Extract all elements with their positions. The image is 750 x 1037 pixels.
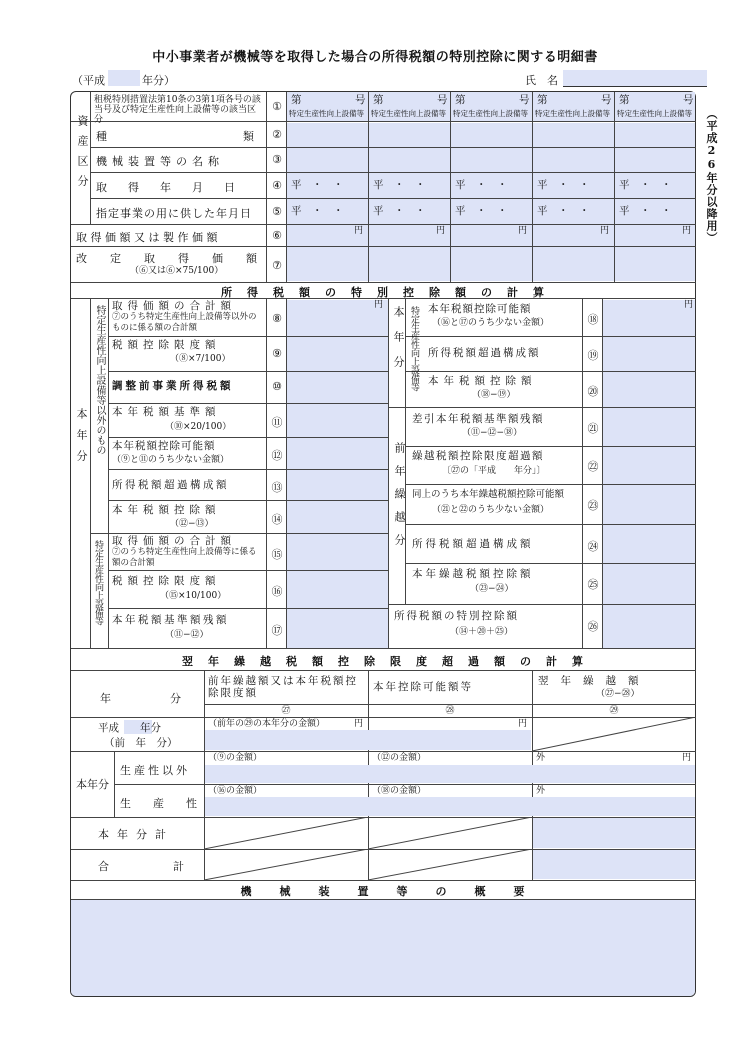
- side-note: （平成26年分以降用）: [705, 108, 718, 244]
- unit-yen: 円: [354, 719, 364, 729]
- unit-yen: 円: [374, 300, 384, 310]
- lr15-sub: ⑦のうち特定生産性向上設備等に係る額の合計額: [112, 547, 257, 568]
- note-18: （⑱の金額）: [372, 786, 427, 796]
- col-c: 翌年繰越額: [538, 675, 651, 687]
- year-label-right: 年分）: [142, 74, 175, 87]
- lr11-label: 本年税額基準額: [112, 406, 221, 418]
- row-num-2: ②: [272, 128, 282, 141]
- col4-sub: 特定生産性向上設備等: [535, 109, 610, 118]
- date-prefix: 平 ・ ・: [291, 205, 344, 217]
- col-year: 年 分: [100, 692, 184, 705]
- left-values[interactable]: [287, 300, 388, 648]
- col2-go: 号: [437, 94, 448, 106]
- col1-go: 号: [355, 94, 366, 106]
- name-label: 氏 名: [525, 74, 558, 87]
- row-revised-label: 改 定 取 得 価 額: [76, 252, 263, 265]
- unit-yen: 円: [518, 719, 528, 729]
- rr21-label: 差引本年税額基準額残額: [412, 413, 544, 425]
- col2-dai: 第: [373, 94, 384, 106]
- lr17-sub: （⑪−⑫）: [165, 630, 209, 640]
- outside-label: 外: [536, 786, 546, 796]
- left-non-prod: 特定生産性向上設備等以外のもの: [94, 305, 105, 455]
- lr12-sub: （⑨と⑪のうち少ない金額）: [112, 455, 230, 465]
- lr14-label: 本年税額控除額: [112, 504, 221, 516]
- num-17: ⑰: [271, 624, 283, 637]
- rr22-label: 繰越税額控除限度超過額: [412, 450, 544, 462]
- row-use-date-label: 指定事業の用に供した年月日: [96, 207, 252, 220]
- right-carryover: 前年繰越分: [393, 442, 406, 557]
- prev-year-note: （前年の㉙の本年分の金額）: [208, 719, 326, 729]
- left-prod: 特定生産性向上設備等: [93, 540, 103, 625]
- diagonal-slash: [204, 849, 532, 880]
- num-26: ㉖: [587, 620, 599, 633]
- date-prefix: 平 ・ ・: [619, 179, 672, 191]
- lr13-label: 所得税額超過構成額: [112, 479, 229, 491]
- col3-dai: 第: [455, 94, 466, 106]
- nonprod-values[interactable]: [205, 765, 695, 783]
- num-22: ㉒: [587, 460, 599, 473]
- num-13: ⑬: [271, 481, 283, 494]
- row-num-1: ①: [272, 100, 282, 113]
- date-prefix: 平 ・ ・: [537, 205, 590, 217]
- col4-dai: 第: [537, 94, 548, 106]
- prev-year-label: 平成 年分: [98, 722, 161, 734]
- rr20-label: 本年税額控除額: [428, 375, 537, 387]
- rr20-sub: （⑱−⑲）: [472, 390, 516, 400]
- num-20: ⑳: [587, 385, 599, 398]
- col5-dai: 第: [619, 94, 630, 106]
- right-this-year: 本年分: [392, 306, 405, 381]
- unit-yen: 円: [518, 226, 528, 236]
- date-prefix: 平 ・ ・: [373, 179, 426, 191]
- row-revised-sub: （⑥又は⑥×75/100）: [130, 266, 224, 276]
- num-12: ⑫: [271, 449, 283, 462]
- note-16: （⑯の金額）: [208, 786, 263, 796]
- date-prefix: 平 ・ ・: [537, 179, 590, 191]
- left-this-year: 本年分: [75, 408, 88, 471]
- article-note: 租税特別措置法第10条の3第1項各号の該当号及び特定生産性向上設備等の該当区分: [94, 95, 261, 125]
- lr8-label: 取得価額の合計額: [112, 300, 236, 312]
- col-c-sub: （㉗−㉘）: [596, 689, 640, 699]
- num-18: ⑱: [587, 313, 599, 326]
- form-title: 中小事業者が機械等を取得した場合の所得税額の特別控除に関する明細書: [152, 50, 598, 65]
- lr16-label: 税額控除限度額: [112, 575, 221, 587]
- total-label: 合 計: [98, 860, 188, 873]
- lr10-label: 調整前事業所得税額: [112, 380, 234, 392]
- prod-label: 生 産 性: [120, 797, 197, 810]
- asset-category-label: 資産区分: [76, 115, 89, 195]
- lr14-sub: （⑫−⑬）: [170, 519, 214, 529]
- note-12: （⑫の金額）: [372, 753, 427, 763]
- section3-heading: 翌 年 繰 越 税 額 控 除 限 度 超 過 額 の 計 算: [182, 655, 585, 668]
- year-label-left: （平成: [72, 74, 105, 87]
- num-11: ⑪: [271, 416, 283, 429]
- num-9: ⑨: [272, 347, 282, 360]
- col-a: 前年繰越額又は本年税額控除限度額: [208, 675, 358, 699]
- num-23: ㉓: [587, 499, 599, 512]
- unit-yen: 円: [682, 226, 692, 236]
- row-num-3: ③: [272, 153, 282, 166]
- col3-go: 号: [519, 94, 530, 106]
- num-27: ㉗: [281, 706, 291, 716]
- machine-overview-input[interactable]: [71, 900, 695, 996]
- total-value[interactable]: [533, 850, 695, 879]
- right-values[interactable]: [603, 300, 695, 648]
- section2-heading: 所 得 税 額 の 特 別 控 除 額 の 計 算: [221, 286, 546, 299]
- prod-values[interactable]: [205, 797, 695, 816]
- row-kind-label: 種 類: [96, 130, 264, 143]
- date-prefix: 平 ・ ・: [455, 205, 508, 217]
- date-prefix: 平 ・ ・: [619, 205, 672, 217]
- lr8-sub: ⑦のうち特定生産性向上設備等以外のものに係る額の合計額: [112, 312, 257, 333]
- col1-dai: 第: [291, 94, 302, 106]
- rr25-sub: （㉓−㉔）: [470, 584, 514, 594]
- date-prefix: 平 ・ ・: [373, 205, 426, 217]
- col5-go: 号: [683, 94, 694, 106]
- rr26-sub: （⑭＋⑳＋㉕）: [450, 627, 514, 637]
- col5-sub: 特定生産性向上設備等: [617, 109, 692, 118]
- row-price-label: 取得価額又は製作価額: [76, 231, 221, 244]
- row-num-5: ⑤: [272, 205, 282, 218]
- lr12-label: 本年税額控除可能額: [112, 440, 216, 452]
- row-num-4: ④: [272, 179, 282, 192]
- lr9-sub: （⑧×7/100）: [170, 354, 231, 364]
- rr21-sub: （⑪−⑫−⑱）: [462, 428, 523, 438]
- num-15: ⑮: [271, 548, 283, 561]
- lr17-label: 本年税額基準額残額: [112, 614, 229, 626]
- unit-yen: 円: [684, 300, 694, 310]
- right-prod: 特定生産性向上設備等: [409, 306, 419, 391]
- lr11-sub: （⑩×20/100）: [165, 422, 232, 432]
- outside-label: 外: [536, 753, 546, 763]
- col3-sub: 特定生産性向上設備等: [453, 109, 528, 118]
- lr9-label: 税額控除限度額: [112, 339, 221, 351]
- unit-yen: 円: [682, 753, 692, 763]
- rr26-label: 所得税額の特別控除額: [394, 610, 519, 622]
- rr18-sub: （⑯と⑰のうち少ない金額）: [432, 318, 550, 328]
- rr24-label: 所得税額超過構成額: [412, 538, 534, 550]
- name-input[interactable]: [563, 70, 707, 87]
- num-10: ⑩: [272, 380, 282, 393]
- diagonal-slash: [532, 717, 696, 751]
- rr25-label: 本年繰越税額控除額: [412, 568, 534, 580]
- num-19: ⑲: [587, 349, 599, 362]
- col2-sub: 特定生産性向上設備等: [371, 109, 446, 118]
- price-data-area[interactable]: [287, 225, 695, 281]
- col1-sub: 特定生産性向上設備等: [289, 109, 364, 118]
- note-9: （⑨の金額）: [208, 753, 263, 763]
- section4-heading: 機 械 装 置 等 の 概 要: [240, 885, 527, 898]
- rr18-label: 本年税額控除可能額: [428, 303, 532, 315]
- num-21: ㉑: [587, 422, 599, 435]
- rr23-sub: （㉑と㉒のうち少ない金額）: [432, 505, 550, 515]
- lr15-label: 取得価額の合計額: [112, 535, 236, 547]
- row-name-label: 機械装置等の名称: [96, 155, 224, 168]
- year-input[interactable]: [108, 70, 140, 86]
- total-year-label: 本年分計: [98, 828, 174, 841]
- lr16-sub: （⑮×10/100）: [160, 591, 227, 601]
- row-num-7: ⑦: [272, 259, 282, 272]
- nonprod-label: 生産性以外: [120, 764, 190, 777]
- num-8: ⑧: [272, 312, 282, 325]
- num-16: ⑯: [271, 585, 283, 598]
- date-prefix: 平 ・ ・: [291, 179, 344, 191]
- unit-yen: 円: [600, 226, 610, 236]
- diagonal-slash: [204, 817, 532, 849]
- col-b: 本年控除可能額等: [373, 681, 473, 693]
- prev-year-values[interactable]: [205, 730, 531, 750]
- row-num-6: ⑥: [272, 229, 282, 242]
- total-year-value[interactable]: [533, 818, 695, 848]
- prev-year-sub: （前 年 分）: [104, 737, 178, 749]
- rr19-label: 所得税額超過構成額: [428, 347, 541, 359]
- num-25: ㉕: [587, 578, 599, 591]
- rr23-label: 同上のうち本年繰越税額控除可能額: [412, 489, 565, 500]
- row-acq-date-label: 取 得 年 月 日: [96, 181, 240, 194]
- this-year-label: 本年分: [76, 778, 109, 791]
- num-29: ㉙: [609, 706, 619, 716]
- col4-go: 号: [601, 94, 612, 106]
- rr22-sub: 〔㉗の「平成 年分」〕: [442, 466, 546, 476]
- num-14: ⑭: [271, 513, 283, 526]
- unit-yen: 円: [354, 226, 364, 236]
- num-28: ㉘: [445, 706, 455, 716]
- num-24: ㉔: [587, 540, 599, 553]
- date-prefix: 平 ・ ・: [455, 179, 508, 191]
- unit-yen: 円: [436, 226, 446, 236]
